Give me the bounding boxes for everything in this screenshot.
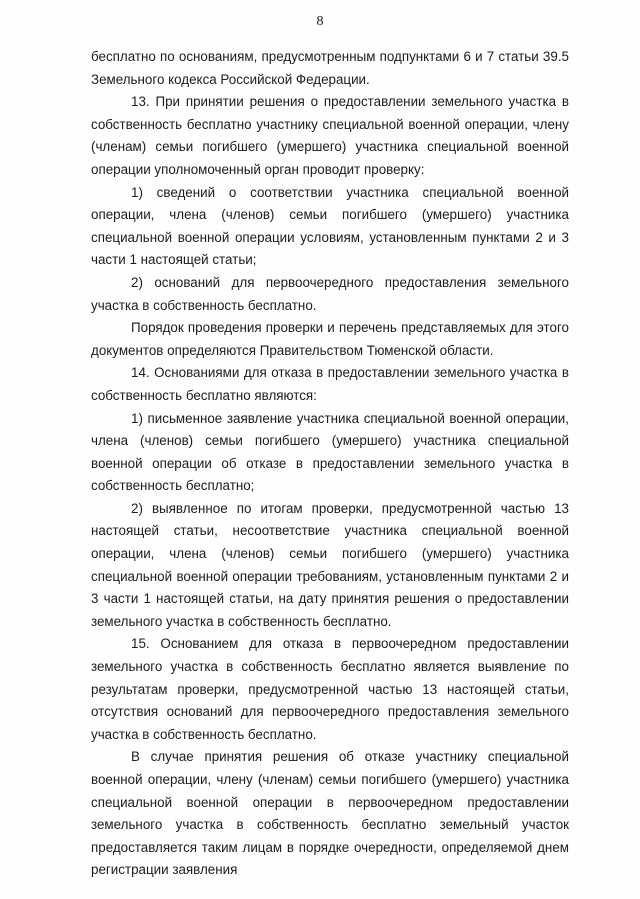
paragraph-part-15: 15. Основанием для отказа в первоочередном предоставлении земельного участка в собственность бесплатно является выявление по результатам проверки, предусмотренной частью 13 настоящей статьи, отсутствия оснований для первоочередного предоставления земельного участка в собственность бесплатно.	[91, 636, 569, 742]
paragraph-part-14-item-1: 1) письменное заявление участника специальной военной операции, члена (членов) семьи погибшего (умершего) участника специальной военной операции об отказе в предоставлении земельного участка в собственность бесплатно;	[91, 410, 569, 494]
paragraph-part-13-item-1: 1) сведений о соответствии участника специальной военной операции, члена (членов) семьи погибшего (умершего) участника специальной военной операции условиям, установленным пунктами 2 и 3 части 1 настоящей статьи;	[91, 184, 569, 268]
paragraph-part-13: 13. При принятии решения о предоставлении земельного участка в собственность бесплатно участнику специальной военной операции, члену (членам) семьи погибшего (умершего) участника специальной военной операции уполномоченный орган проводит проверку:	[91, 94, 569, 177]
document-body	[91, 46, 569, 882]
page-number: 8	[316, 14, 324, 29]
paragraph-part-13-item-2: 2) оснований для первоочередного предоставления земельного участка в собственность бесплатно.	[91, 274, 569, 313]
paragraph-verification-procedure: Порядок проведения проверки и перечень представляемых для этого документов определяются Правительством Тюменской области.	[91, 320, 569, 358]
paragraph-part-14: 14. Основаниями для отказа в предоставлении земельного участка в собственность бесплатно являются:	[91, 365, 569, 403]
paragraph-part-14-item-2: 2) выявленное по итогам проверки, предусмотренной частью 13 настоящей статьи, несоответствие участника специальной военной операции, члена (членов) семьи погибшего (умершего) участника специальной военной операции требованиям, установленным пунктами 2 и 3 части 1 настоящей статьи, на дату принятия решения о предоставлении земельного участка в собственность бесплатно.	[91, 500, 569, 629]
paragraph-refusal-case: В случае принятия решения об отказе участнику специальной военной операции, члену (членам) семьи погибшего (умершего) участника специальной военной операции в первоочередном предоставлении земельного участка в собственность бесплатно земельный участок предоставляется таким лицам в порядке очередности, определяемой днем регистрации заявления	[91, 749, 569, 878]
paragraph-continuation: бесплатно по основаниям, предусмотренным подпунктами 6 и 7 статьи 39.5 Земельного кодекса Российской Федерации.	[91, 49, 569, 87]
